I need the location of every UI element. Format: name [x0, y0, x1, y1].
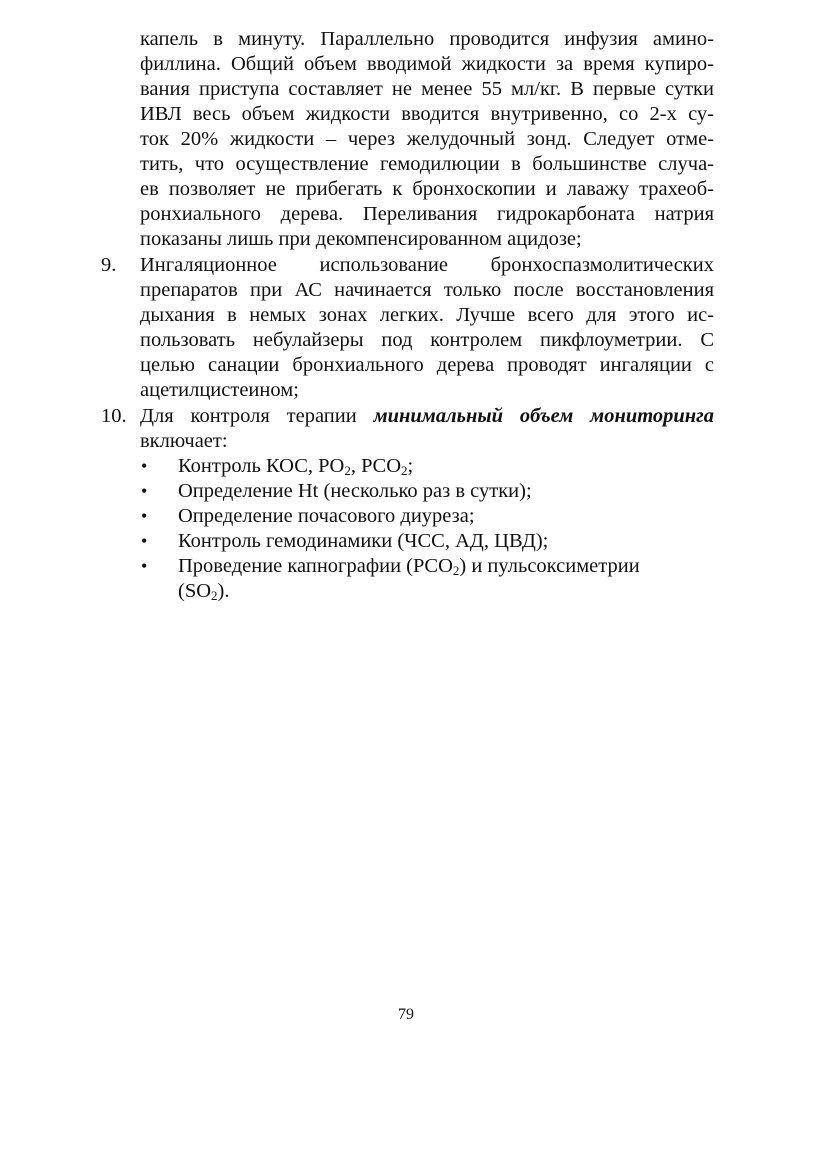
bullet-icon: • — [141, 456, 148, 476]
text-line: ацетилцистеином; — [140, 379, 299, 401]
text-line: ток 20% жидкости – через желудочный зонд. Следует отме- — [140, 128, 714, 150]
emphasized-text: минимальный объем мониторинга — [373, 405, 714, 427]
text-line: Ингаляционное использование бронхоспазмолитических — [140, 254, 714, 276]
bullet-text: Определение Ht (несколько раз в сутки); — [178, 480, 532, 502]
page-number: 79 — [398, 1006, 414, 1023]
text-line: ИВЛ весь объем жидкости вводится внутривенно, со 2-х су- — [140, 103, 714, 125]
bullet-icon: • — [141, 556, 148, 576]
text-line: дыхания в немых зонах легких. Лучше всего для этого ис- — [140, 304, 714, 326]
text-line: филлина. Общий объем вводимой жидкости за время купиро- — [140, 53, 714, 75]
bullet-text-continuation: $(SO_2)$. — [178, 580, 230, 603]
text-line: препаратов при АС начинается только после восстановления — [140, 279, 714, 301]
text-line: ронхиального дерева. Переливания гидрокарбоната натрия — [140, 203, 714, 225]
text-line: тить, что осуществление гемодилюции в большинстве случа- — [140, 153, 714, 175]
text-line: ев позволяет не прибегать к бронхоскопии и лаважу трахеоб- — [140, 178, 714, 200]
text-line — [140, 404, 714, 429]
bullet-icon: • — [141, 481, 148, 501]
text-line: вания приступа составляет не менее 55 мл/кг. В первые сутки — [140, 78, 714, 100]
bullet-text: Проведение капнографии $(PCO_2)$ и пульсоксиметрии — [178, 555, 640, 578]
text-line: включает: — [140, 430, 228, 452]
text-line: показаны лишь при декомпенсированном ацидозе; — [140, 228, 582, 250]
item-number: 10. — [101, 405, 127, 427]
bullet-icon: • — [141, 506, 148, 526]
bullet-icon: • — [141, 531, 148, 551]
bullet-text: Контроль КОС, $PO_2$, $PCO_2$; — [178, 455, 414, 478]
text-line: пользовать небулайзеры под контролем пикфлоуметрии. С — [140, 329, 714, 351]
bullet-text: Определение почасового диуреза; — [178, 505, 475, 527]
intro-text: Для контроля терапии — [140, 405, 374, 427]
bullet-text: Контроль гемодинамики (ЧСС, АД, ЦВД); — [178, 530, 549, 552]
item-number: 9. — [101, 254, 117, 276]
text-line: целью санации бронхиального дерева проводят ингаляции с — [140, 354, 714, 376]
text-line: капель в минуту. Параллельно проводится инфузия амино- — [140, 28, 714, 50]
